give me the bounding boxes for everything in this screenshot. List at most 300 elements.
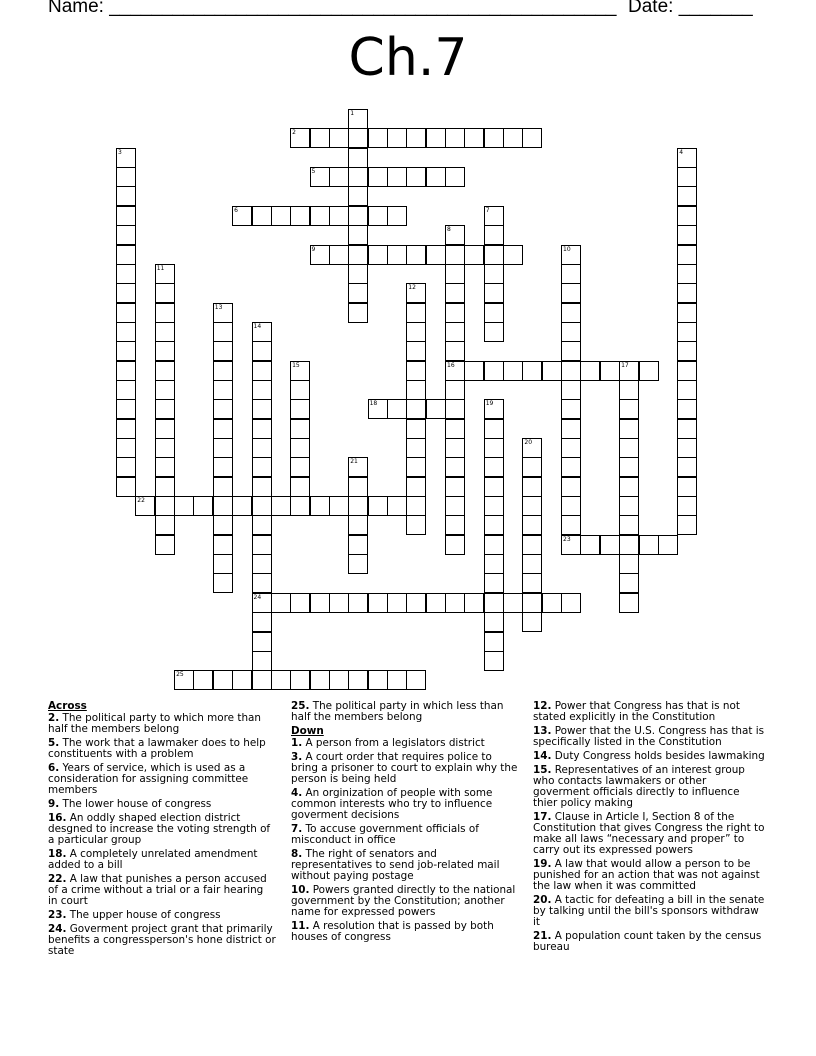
grid-cell[interactable] bbox=[213, 380, 233, 400]
grid-cell[interactable] bbox=[348, 167, 368, 187]
grid-cell[interactable] bbox=[193, 670, 213, 690]
grid-cell[interactable] bbox=[406, 361, 426, 381]
grid-cell[interactable] bbox=[368, 670, 388, 690]
grid-cell[interactable] bbox=[116, 419, 136, 439]
grid-cell[interactable] bbox=[484, 283, 504, 303]
grid-cell[interactable] bbox=[116, 283, 136, 303]
grid-cell[interactable] bbox=[619, 535, 639, 555]
grid-cell[interactable] bbox=[252, 380, 272, 400]
clue-number: 3 bbox=[118, 148, 122, 156]
grid-cell[interactable] bbox=[677, 457, 697, 477]
grid-cell[interactable] bbox=[406, 670, 426, 690]
grid-cell[interactable] bbox=[522, 535, 542, 555]
grid-cell[interactable] bbox=[310, 206, 330, 226]
grid-cell[interactable] bbox=[290, 361, 310, 381]
clue-item bbox=[291, 752, 519, 785]
grid-cell[interactable] bbox=[310, 593, 330, 613]
grid-cell[interactable] bbox=[213, 399, 233, 419]
grid-cell[interactable] bbox=[329, 128, 349, 148]
grid-cell[interactable] bbox=[658, 535, 678, 555]
grid-cell[interactable] bbox=[522, 361, 542, 381]
grid-cell[interactable] bbox=[310, 670, 330, 690]
grid-cell[interactable] bbox=[484, 632, 504, 652]
grid-cell[interactable] bbox=[406, 399, 426, 419]
grid-cell[interactable] bbox=[619, 438, 639, 458]
grid-cell[interactable] bbox=[213, 670, 233, 690]
grid-cell[interactable] bbox=[445, 419, 465, 439]
grid-cell[interactable] bbox=[329, 496, 349, 516]
grid-cell[interactable] bbox=[406, 380, 426, 400]
clue-item-text: A person from a legislators district bbox=[305, 737, 485, 749]
grid-cell[interactable] bbox=[155, 438, 175, 458]
grid-cell[interactable] bbox=[116, 380, 136, 400]
grid-cell[interactable] bbox=[348, 283, 368, 303]
grid-cell[interactable] bbox=[348, 186, 368, 206]
grid-cell[interactable] bbox=[368, 206, 388, 226]
grid-cell[interactable] bbox=[484, 303, 504, 323]
grid-cell[interactable] bbox=[561, 496, 581, 516]
grid-cell[interactable] bbox=[155, 361, 175, 381]
grid-cell[interactable] bbox=[561, 457, 581, 477]
grid-cell[interactable] bbox=[348, 496, 368, 516]
grid-cell[interactable] bbox=[677, 186, 697, 206]
grid-cell[interactable] bbox=[290, 457, 310, 477]
grid-cell[interactable] bbox=[484, 225, 504, 245]
grid-cell[interactable] bbox=[445, 361, 465, 381]
grid-cell[interactable] bbox=[445, 496, 465, 516]
grid-cell[interactable] bbox=[116, 457, 136, 477]
grid-cell[interactable] bbox=[677, 245, 697, 265]
grid-cell[interactable] bbox=[542, 361, 562, 381]
grid-cell[interactable] bbox=[116, 303, 136, 323]
grid-cell[interactable] bbox=[677, 303, 697, 323]
grid-cell[interactable] bbox=[387, 496, 407, 516]
grid-cell[interactable] bbox=[619, 457, 639, 477]
grid-cell[interactable] bbox=[252, 515, 272, 535]
grid-cell[interactable] bbox=[406, 477, 426, 497]
clue-number: 8 bbox=[447, 226, 451, 234]
grid-cell[interactable] bbox=[348, 206, 368, 226]
grid-cell[interactable] bbox=[213, 554, 233, 574]
grid-cell[interactable] bbox=[213, 341, 233, 361]
grid-cell[interactable] bbox=[484, 515, 504, 535]
grid-cell[interactable] bbox=[252, 438, 272, 458]
clue-item-number: 9. bbox=[48, 798, 60, 810]
grid-cell[interactable] bbox=[310, 245, 330, 265]
grid-cell[interactable] bbox=[426, 245, 446, 265]
grid-cell[interactable] bbox=[464, 245, 484, 265]
grid-cell[interactable] bbox=[348, 264, 368, 284]
grid-cell[interactable] bbox=[348, 515, 368, 535]
grid-cell[interactable] bbox=[619, 477, 639, 497]
grid-cell[interactable] bbox=[406, 245, 426, 265]
grid-cell[interactable] bbox=[677, 167, 697, 187]
grid-cell[interactable] bbox=[135, 496, 155, 516]
grid-cell[interactable] bbox=[677, 477, 697, 497]
grid-cell[interactable] bbox=[677, 380, 697, 400]
grid-cell[interactable] bbox=[232, 206, 252, 226]
grid-cell[interactable] bbox=[561, 341, 581, 361]
grid-cell[interactable] bbox=[252, 651, 272, 671]
grid-cell[interactable] bbox=[484, 245, 504, 265]
grid-cell[interactable] bbox=[155, 322, 175, 342]
grid-cell[interactable] bbox=[445, 225, 465, 245]
grid-cell[interactable] bbox=[600, 535, 620, 555]
grid-cell[interactable] bbox=[677, 361, 697, 381]
grid-cell[interactable] bbox=[387, 399, 407, 419]
grid-cell[interactable] bbox=[348, 225, 368, 245]
grid-cell[interactable] bbox=[503, 361, 523, 381]
grid-cell[interactable] bbox=[348, 477, 368, 497]
grid-cell[interactable] bbox=[619, 573, 639, 593]
grid-cell[interactable] bbox=[426, 399, 446, 419]
grid-cell[interactable] bbox=[329, 245, 349, 265]
grid-cell[interactable] bbox=[484, 322, 504, 342]
grid-cell[interactable] bbox=[290, 496, 310, 516]
grid-cell[interactable] bbox=[484, 399, 504, 419]
grid-cell[interactable] bbox=[619, 419, 639, 439]
grid-cell[interactable] bbox=[116, 399, 136, 419]
grid-cell[interactable] bbox=[426, 128, 446, 148]
grid-cell[interactable] bbox=[619, 380, 639, 400]
grid-cell[interactable] bbox=[561, 535, 581, 555]
grid-cell[interactable] bbox=[213, 457, 233, 477]
grid-cell[interactable] bbox=[174, 670, 194, 690]
grid-cell[interactable] bbox=[406, 303, 426, 323]
grid-cell[interactable] bbox=[213, 303, 233, 323]
grid-cell[interactable] bbox=[213, 535, 233, 555]
grid-cell[interactable] bbox=[368, 245, 388, 265]
grid-cell[interactable] bbox=[484, 477, 504, 497]
grid-cell[interactable] bbox=[677, 225, 697, 245]
grid-cell[interactable] bbox=[387, 593, 407, 613]
grid-cell[interactable] bbox=[213, 322, 233, 342]
grid-cell[interactable] bbox=[348, 457, 368, 477]
grid-cell[interactable] bbox=[445, 264, 465, 284]
grid-cell[interactable] bbox=[155, 303, 175, 323]
grid-cell[interactable] bbox=[290, 380, 310, 400]
grid-cell[interactable] bbox=[406, 322, 426, 342]
grid-cell[interactable] bbox=[445, 457, 465, 477]
grid-cell[interactable] bbox=[484, 128, 504, 148]
grid-cell[interactable] bbox=[252, 457, 272, 477]
grid-cell[interactable] bbox=[252, 341, 272, 361]
grid-cell[interactable] bbox=[406, 341, 426, 361]
grid-cell[interactable] bbox=[561, 419, 581, 439]
grid-cell[interactable] bbox=[619, 554, 639, 574]
grid-cell[interactable] bbox=[368, 496, 388, 516]
grid-cell[interactable] bbox=[213, 361, 233, 381]
grid-cell[interactable] bbox=[600, 361, 620, 381]
grid-cell[interactable] bbox=[445, 303, 465, 323]
grid-cell[interactable] bbox=[348, 128, 368, 148]
grid-cell[interactable] bbox=[406, 167, 426, 187]
grid-cell[interactable] bbox=[348, 245, 368, 265]
grid-cell[interactable] bbox=[232, 496, 252, 516]
grid-cell[interactable] bbox=[155, 264, 175, 284]
grid-cell[interactable] bbox=[522, 515, 542, 535]
grid-cell[interactable] bbox=[290, 399, 310, 419]
grid-cell[interactable] bbox=[252, 670, 272, 690]
grid-cell[interactable] bbox=[445, 245, 465, 265]
grid-cell[interactable] bbox=[522, 477, 542, 497]
grid-cell[interactable] bbox=[522, 593, 542, 613]
grid-cell[interactable] bbox=[116, 341, 136, 361]
grid-cell[interactable] bbox=[619, 361, 639, 381]
grid-cell[interactable] bbox=[116, 477, 136, 497]
grid-cell[interactable] bbox=[484, 264, 504, 284]
grid-cell[interactable] bbox=[484, 651, 504, 671]
grid-cell[interactable] bbox=[484, 612, 504, 632]
clue-number: 25 bbox=[176, 671, 184, 679]
grid-cell[interactable] bbox=[116, 361, 136, 381]
grid-cell[interactable] bbox=[484, 593, 504, 613]
grid-cell[interactable] bbox=[522, 496, 542, 516]
grid-cell[interactable] bbox=[677, 322, 697, 342]
grid-cell[interactable] bbox=[290, 419, 310, 439]
grid-cell[interactable] bbox=[677, 341, 697, 361]
grid-cell[interactable] bbox=[348, 554, 368, 574]
grid-cell[interactable] bbox=[561, 515, 581, 535]
grid-cell[interactable] bbox=[522, 573, 542, 593]
grid-cell[interactable] bbox=[213, 477, 233, 497]
grid-cell[interactable] bbox=[310, 496, 330, 516]
grid-cell[interactable] bbox=[677, 438, 697, 458]
grid-cell[interactable] bbox=[213, 573, 233, 593]
clue-section-heading: Down bbox=[291, 725, 324, 737]
grid-cell[interactable] bbox=[677, 264, 697, 284]
grid-cell[interactable] bbox=[561, 399, 581, 419]
grid-cell[interactable] bbox=[271, 670, 291, 690]
grid-cell[interactable] bbox=[155, 457, 175, 477]
grid-cell[interactable] bbox=[213, 419, 233, 439]
grid-cell[interactable] bbox=[116, 167, 136, 187]
grid-cell[interactable] bbox=[310, 128, 330, 148]
grid-cell[interactable] bbox=[252, 322, 272, 342]
grid-cell[interactable] bbox=[290, 206, 310, 226]
grid-cell[interactable] bbox=[484, 361, 504, 381]
grid-cell[interactable] bbox=[252, 206, 272, 226]
grid-cell[interactable] bbox=[252, 361, 272, 381]
grid-cell[interactable] bbox=[116, 322, 136, 342]
grid-cell[interactable] bbox=[464, 593, 484, 613]
clue-item-number: 13. bbox=[533, 725, 552, 737]
grid-cell[interactable] bbox=[677, 283, 697, 303]
grid-cell[interactable] bbox=[252, 419, 272, 439]
grid-cell[interactable] bbox=[561, 264, 581, 284]
grid-cell[interactable] bbox=[484, 438, 504, 458]
grid-cell[interactable] bbox=[639, 535, 659, 555]
grid-cell[interactable] bbox=[561, 438, 581, 458]
grid-cell[interactable] bbox=[310, 167, 330, 187]
clue-item-text: Powers granted directly to the national government by the Constitution; another name for expressed powers bbox=[291, 884, 516, 918]
grid-cell[interactable] bbox=[252, 554, 272, 574]
grid-cell[interactable] bbox=[445, 341, 465, 361]
grid-cell[interactable] bbox=[252, 535, 272, 555]
grid-cell[interactable] bbox=[561, 593, 581, 613]
grid-cell[interactable] bbox=[271, 206, 291, 226]
grid-cell[interactable] bbox=[252, 399, 272, 419]
grid-cell[interactable] bbox=[387, 167, 407, 187]
grid-cell[interactable] bbox=[445, 399, 465, 419]
grid-cell[interactable] bbox=[561, 322, 581, 342]
grid-cell[interactable] bbox=[252, 632, 272, 652]
grid-cell[interactable] bbox=[677, 496, 697, 516]
grid-cell[interactable] bbox=[271, 593, 291, 613]
grid-cell[interactable] bbox=[561, 245, 581, 265]
grid-cell[interactable] bbox=[677, 515, 697, 535]
grid-cell[interactable] bbox=[561, 361, 581, 381]
grid-cell[interactable] bbox=[348, 148, 368, 168]
grid-cell[interactable] bbox=[368, 167, 388, 187]
grid-cell[interactable] bbox=[290, 128, 310, 148]
grid-cell[interactable] bbox=[503, 593, 523, 613]
name-field[interactable]: Name: ________________________________________________ bbox=[48, 0, 617, 17]
grid-cell[interactable] bbox=[426, 593, 446, 613]
grid-cell[interactable] bbox=[387, 128, 407, 148]
grid-cell[interactable] bbox=[522, 457, 542, 477]
grid-cell[interactable] bbox=[116, 206, 136, 226]
grid-cell[interactable] bbox=[484, 554, 504, 574]
grid-cell[interactable] bbox=[426, 167, 446, 187]
grid-cell[interactable] bbox=[445, 535, 465, 555]
grid-cell[interactable] bbox=[252, 477, 272, 497]
grid-cell[interactable] bbox=[368, 399, 388, 419]
grid-cell[interactable] bbox=[406, 438, 426, 458]
grid-cell[interactable] bbox=[271, 496, 291, 516]
grid-cell[interactable] bbox=[619, 515, 639, 535]
grid-cell[interactable] bbox=[522, 438, 542, 458]
grid-cell[interactable] bbox=[116, 148, 136, 168]
grid-cell[interactable] bbox=[155, 535, 175, 555]
grid-cell[interactable] bbox=[290, 593, 310, 613]
date-field[interactable]: Date: _______ bbox=[628, 0, 753, 17]
clue-number: 10 bbox=[563, 245, 571, 253]
grid-cell[interactable] bbox=[116, 245, 136, 265]
grid-cell[interactable] bbox=[445, 322, 465, 342]
grid-cell[interactable] bbox=[561, 477, 581, 497]
grid-cell[interactable] bbox=[619, 496, 639, 516]
grid-cell[interactable] bbox=[155, 515, 175, 535]
grid-cell[interactable] bbox=[368, 128, 388, 148]
grid-cell[interactable] bbox=[522, 128, 542, 148]
grid-cell[interactable] bbox=[484, 496, 504, 516]
grid-cell[interactable] bbox=[155, 496, 175, 516]
grid-cell[interactable] bbox=[155, 477, 175, 497]
grid-cell[interactable] bbox=[155, 283, 175, 303]
grid-cell[interactable] bbox=[155, 419, 175, 439]
grid-cell[interactable] bbox=[406, 496, 426, 516]
grid-cell[interactable] bbox=[329, 670, 349, 690]
grid-cell[interactable] bbox=[116, 225, 136, 245]
grid-cell[interactable] bbox=[561, 303, 581, 323]
grid-cell[interactable] bbox=[484, 457, 504, 477]
grid-cell[interactable] bbox=[406, 457, 426, 477]
grid-cell[interactable] bbox=[677, 419, 697, 439]
grid-cell[interactable] bbox=[580, 535, 600, 555]
grid-cell[interactable] bbox=[329, 593, 349, 613]
grid-cell[interactable] bbox=[445, 593, 465, 613]
grid-cell[interactable] bbox=[561, 283, 581, 303]
grid-cell[interactable] bbox=[252, 496, 272, 516]
grid-cell[interactable] bbox=[580, 361, 600, 381]
grid-cell[interactable] bbox=[329, 206, 349, 226]
grid-cell[interactable] bbox=[484, 535, 504, 555]
grid-cell[interactable] bbox=[445, 477, 465, 497]
grid-cell[interactable] bbox=[155, 399, 175, 419]
grid-cell[interactable] bbox=[503, 245, 523, 265]
grid-cell[interactable] bbox=[213, 515, 233, 535]
grid-cell[interactable] bbox=[290, 670, 310, 690]
grid-cell[interactable] bbox=[484, 573, 504, 593]
grid-cell[interactable] bbox=[232, 670, 252, 690]
grid-cell[interactable] bbox=[406, 283, 426, 303]
grid-cell[interactable] bbox=[252, 573, 272, 593]
grid-cell[interactable] bbox=[406, 419, 426, 439]
grid-cell[interactable] bbox=[348, 535, 368, 555]
grid-cell[interactable] bbox=[116, 186, 136, 206]
grid-cell[interactable] bbox=[445, 438, 465, 458]
grid-cell[interactable] bbox=[484, 419, 504, 439]
grid-cell[interactable] bbox=[116, 438, 136, 458]
grid-cell[interactable] bbox=[116, 264, 136, 284]
grid-cell[interactable] bbox=[406, 593, 426, 613]
grid-cell[interactable] bbox=[290, 477, 310, 497]
grid-cell[interactable] bbox=[484, 206, 504, 226]
grid-cell[interactable] bbox=[542, 593, 562, 613]
grid-cell[interactable] bbox=[677, 399, 697, 419]
grid-cell[interactable] bbox=[522, 554, 542, 574]
grid-cell[interactable] bbox=[406, 515, 426, 535]
grid-cell[interactable] bbox=[348, 109, 368, 129]
grid-cell[interactable] bbox=[522, 612, 542, 632]
grid-cell[interactable] bbox=[406, 128, 426, 148]
grid-cell[interactable] bbox=[368, 593, 388, 613]
grid-cell[interactable] bbox=[445, 380, 465, 400]
grid-cell[interactable] bbox=[213, 438, 233, 458]
grid-cell[interactable] bbox=[445, 515, 465, 535]
grid-cell[interactable] bbox=[464, 361, 484, 381]
grid-cell[interactable] bbox=[445, 167, 465, 187]
grid-cell[interactable] bbox=[387, 206, 407, 226]
grid-cell[interactable] bbox=[619, 399, 639, 419]
grid-cell[interactable] bbox=[619, 593, 639, 613]
grid-cell[interactable] bbox=[677, 206, 697, 226]
grid-cell[interactable] bbox=[445, 283, 465, 303]
grid-cell[interactable] bbox=[174, 496, 194, 516]
grid-cell[interactable] bbox=[445, 128, 465, 148]
grid-cell[interactable] bbox=[193, 496, 213, 516]
grid-cell[interactable] bbox=[155, 380, 175, 400]
grid-cell[interactable] bbox=[677, 148, 697, 168]
grid-cell[interactable] bbox=[503, 128, 523, 148]
grid-cell[interactable] bbox=[639, 361, 659, 381]
grid-cell[interactable] bbox=[387, 670, 407, 690]
grid-cell[interactable] bbox=[290, 438, 310, 458]
grid-cell[interactable] bbox=[387, 245, 407, 265]
grid-cell[interactable] bbox=[252, 612, 272, 632]
clue-item-text: Power that the U.S. Congress has that is specifically listed in the Constitution bbox=[533, 725, 765, 748]
grid-cell[interactable] bbox=[348, 670, 368, 690]
grid-cell[interactable] bbox=[213, 496, 233, 516]
grid-cell[interactable] bbox=[155, 341, 175, 361]
grid-cell[interactable] bbox=[348, 593, 368, 613]
grid-cell[interactable] bbox=[348, 303, 368, 323]
grid-cell[interactable] bbox=[252, 593, 272, 613]
grid-cell[interactable] bbox=[561, 380, 581, 400]
grid-cell[interactable] bbox=[329, 167, 349, 187]
grid-cell[interactable] bbox=[464, 128, 484, 148]
